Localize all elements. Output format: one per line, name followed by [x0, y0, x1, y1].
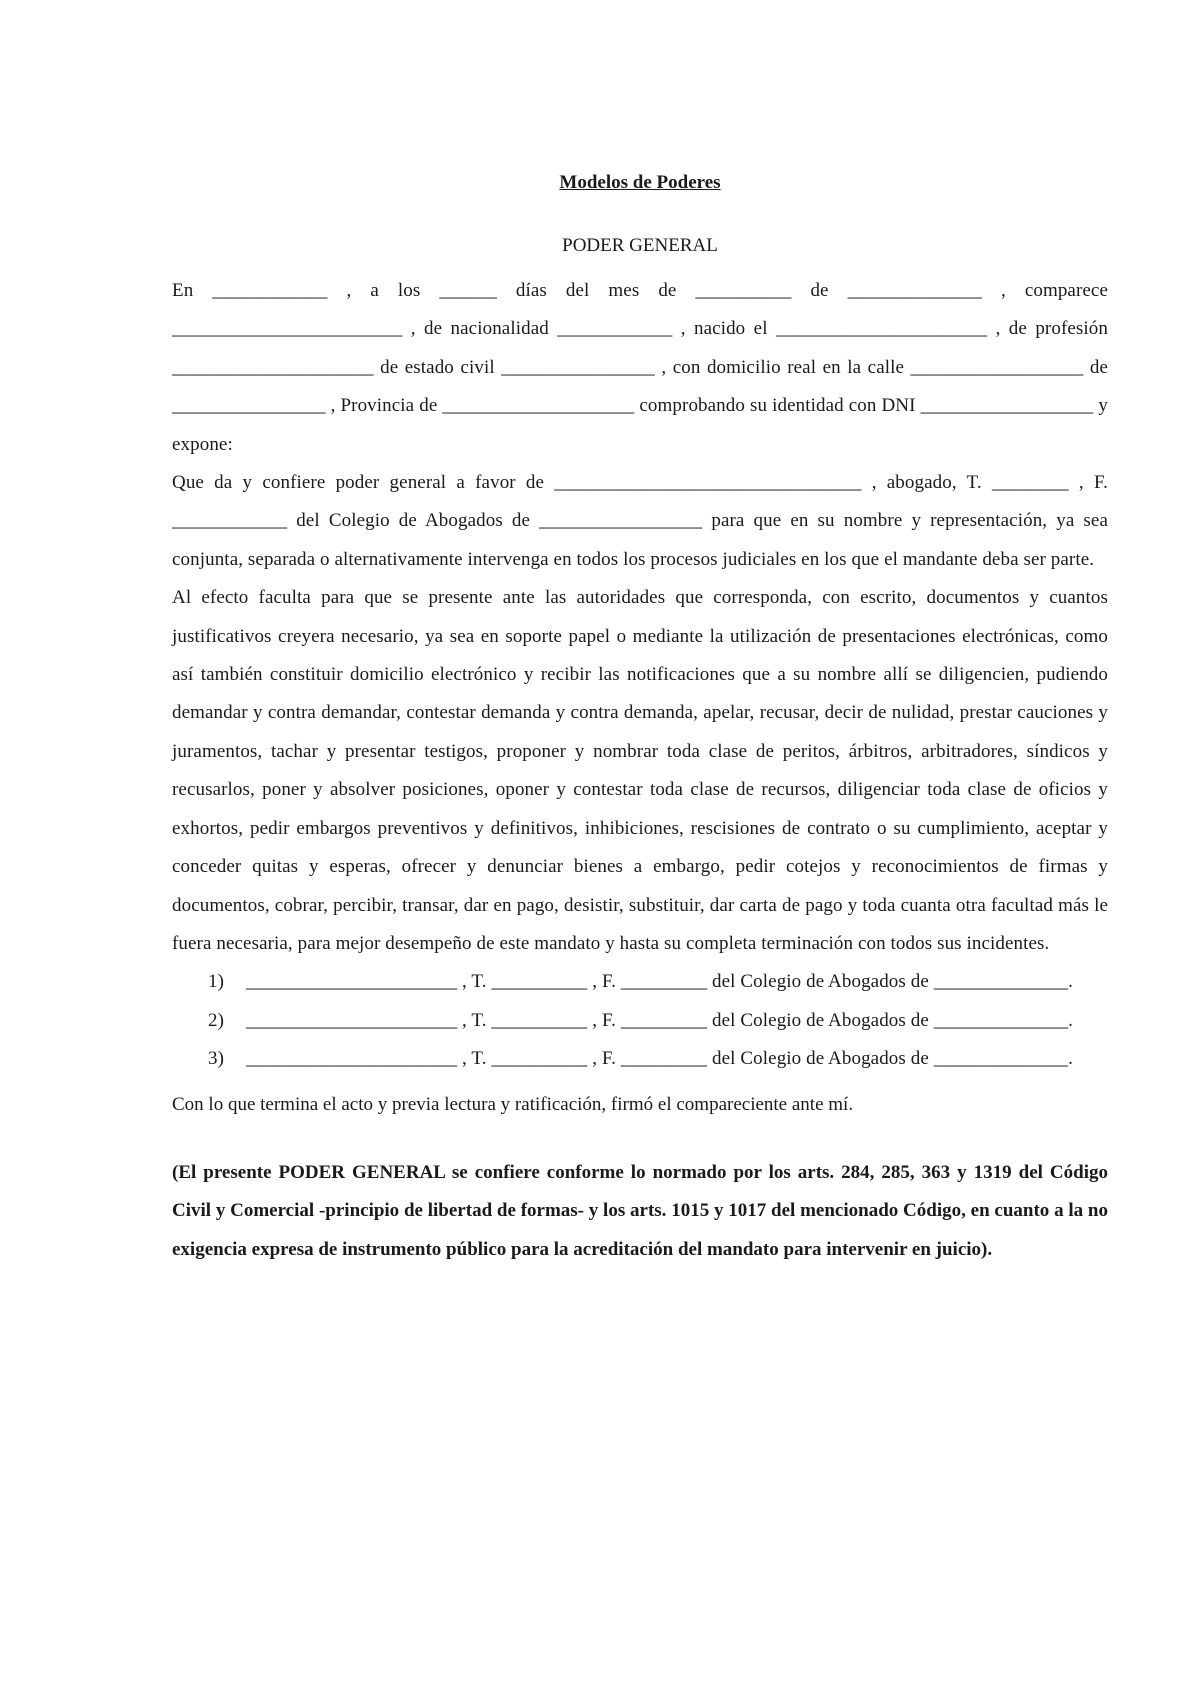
list-item-text: ______________________ , T. __________ , F. _________ del Colegio de Abogados de ______________. — [246, 1048, 1073, 1070]
list-item — [172, 1002, 1108, 1040]
paragraph-comparecencia: En ____________ , a los ______ días del mes de __________ de ______________ , comparece ________________________ , de nacionalidad ____________ , nacido el ______________________ , de profesión _____________________ de estado civil ________________ , con domicilio real en la calle __________________ de ________________ , Provincia de ____________________ comprobando su identidad con DNI __________________ y expone: — [172, 280, 1108, 455]
paragraph-otorgamiento: Que da y confiere poder general a favor de ________________________________ , abogado, T. ________ , F. ____________ del Colegio de Abogados de _________________ para que en su nombre y representación, ya sea conjunta, separada o alternativamente intervenga en todos los procesos judiciales en los que el mandante deba ser parte. — [172, 472, 1108, 570]
list-item — [172, 1040, 1108, 1078]
body-text — [172, 272, 1108, 1079]
list-item-number: 1) — [208, 971, 225, 993]
paragraph-facultades: Al efecto faculta para que se presente ante las autoridades que corresponda, con escrito, documentos y cuantos justificativos creyera necesario, ya sea en soporte papel o mediante la utilización de presentaciones electrónicas, como así también constituir domicilio electrónico y recibir las notificaciones que a su nombre allí se diligencien, pudiendo demandar y contra demandar, contestar demanda y contra demanda, apelar, recusar, decir de nulidad, prestar cauciones y juramentos, tachar y presentar testigos, proponer y nombrar toda clase de peritos, árbitros, arbitradores, síndicos y recusarlos, poner y absolver posiciones, oponer y contestar toda clase de recursos, diligenciar toda clase de oficios y exhortos, pedir embargos preventivos y definitivos, inhibiciones, rescisiones de contrato o su cumplimiento, aceptar y conceder quitas y esperas, ofrecer y denunciar bienes a embargo, pedir cotejos y reconocimientos de firmas y documentos, cobrar, percibir, transar, dar en pago, desistir, substituir, dar carta de pago y toda cuanta otra facultad más le fuera necesaria, para mejor desempeño de este mandato y hasta su completa terminación con todos sus incidentes. — [172, 587, 1108, 954]
legal-note: (El presente PODER GENERAL se confiere conforme lo normado por los arts. 284, 285, 363 y 1319 del Código Civil y Comercial -principio de libertad de formas- y los arts. 1015 y 1017 del mencionado Código, en cuanto a la no exigencia expresa de instrumento público para la acreditación del mandato para intervenir en juicio). — [172, 1161, 1108, 1260]
document-title: Modelos de Poderes — [559, 172, 721, 193]
list-item-text: ______________________ , T. __________ , F. _________ del Colegio de Abogados de ______________. — [246, 971, 1073, 993]
document-body — [172, 170, 1108, 1269]
document-subtitle: PODER GENERAL — [562, 235, 718, 256]
list-item — [172, 963, 1108, 1001]
attorney-list — [172, 963, 1108, 1078]
list-item-number: 3) — [208, 1048, 225, 1070]
closing-statement: Con lo que termina el acto y previa lectura y ratificación, firmó el compareciente ante mí. — [172, 1093, 854, 1115]
list-item-text: ______________________ , T. __________ , F. _________ del Colegio de Abogados de ______________. — [246, 1009, 1073, 1031]
list-item-number: 2) — [208, 1009, 225, 1031]
